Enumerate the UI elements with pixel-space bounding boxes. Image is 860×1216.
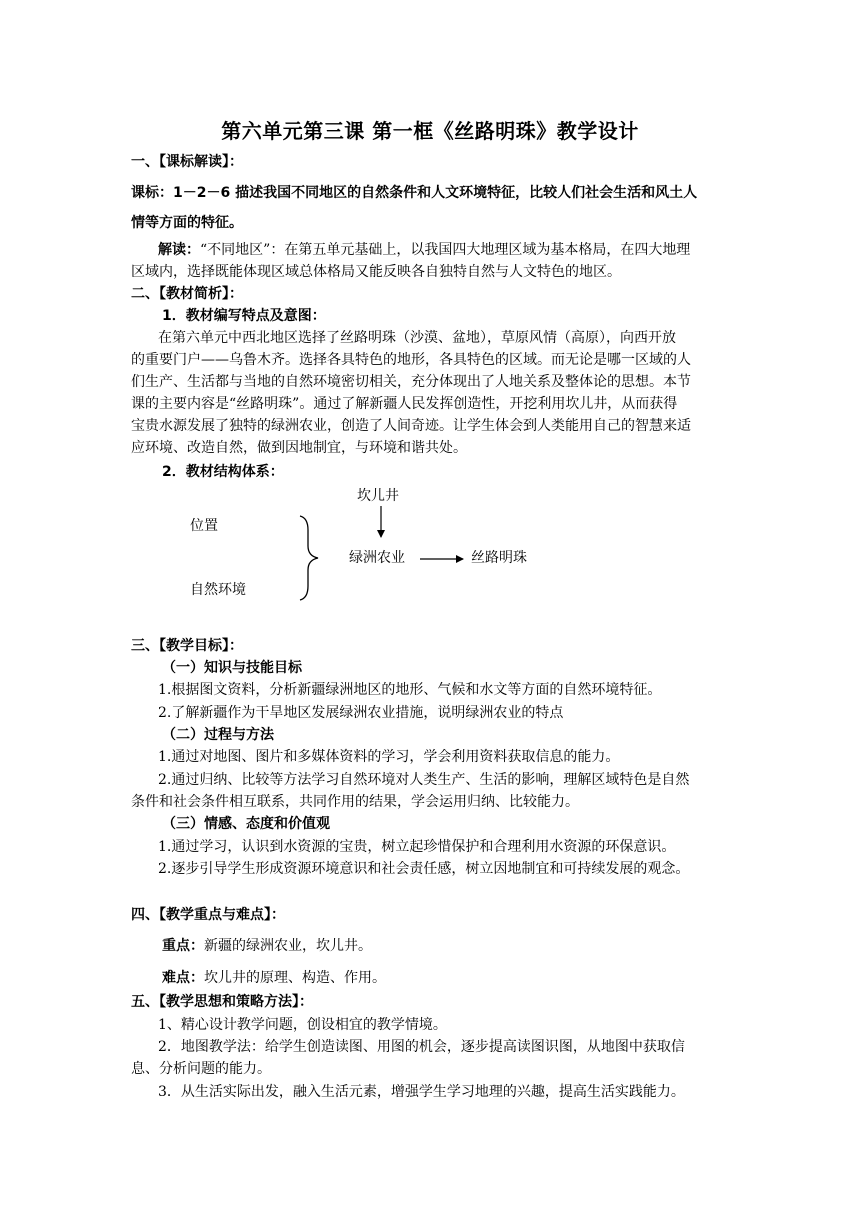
goal-3-title: （三）情感、态度和价值观: [162, 816, 330, 832]
paragraph-line: 宝贵水源发展了独特的绿洲农业，创造了人间奇迹。让学生体会到人类能用自己的智慧来适: [131, 418, 691, 434]
interpretation-label: 解读：: [158, 242, 200, 258]
goal-item: 2.了解新疆作为干旱地区发展绿洲农业措施，说明绿洲农业的特点: [158, 705, 564, 721]
brace-icon: [300, 516, 318, 600]
diagram-node-location: 位置: [190, 518, 218, 534]
section-4-heading: 四、【教学重点与难点】：: [131, 907, 285, 923]
paragraph-line: 的重要门户——乌鲁木齐。选择各具特色的地形，各具特色的区域。而无论是哪一区域的人: [131, 352, 691, 368]
diagram-node-environment: 自然环境: [190, 582, 246, 598]
strategy-item: 3．从生活实际出发，融入生活元素，增强学生学习地理的兴趣，提高生活实践能力。: [158, 1084, 685, 1100]
goal-item: 2.通过归纳、比较等方法学习自然环境对人类生产、生活的影响，理解区域特色是自然: [158, 772, 690, 788]
subsection-2-title: 2．教材结构体系：: [162, 464, 284, 480]
section-3-heading: 三、【教学目标】：: [131, 638, 243, 654]
diagram-node-silk-road-pearl: 丝路明珠: [471, 550, 527, 566]
interpretation-line-1: [158, 240, 690, 260]
goal-item: 2.逐步引导学生形成资源环境意识和社会责任感，树立因地制宜和可持续发展的观念。: [158, 861, 690, 877]
paragraph-line: 应环境、改造自然，做到因地制宜，与环境和谐共处。: [131, 440, 467, 456]
document-title: 第六单元第三课 第一框《丝路明珠》教学设计: [221, 119, 639, 143]
goal-2-title: （二）过程与方法: [162, 727, 274, 743]
interpretation-line-2: 区域内，选择既能体现区域总体格局又能反映各自独特自然与人文特色的地区。: [131, 264, 621, 280]
strategy-item: 1、精心设计教学问题，创设相宜的教学情境。: [158, 1017, 447, 1033]
key-point-text: 新疆的绿洲农业，坎儿井。: [204, 938, 372, 954]
goal-item: 1.通过学习，认识到水资源的宝贵，树立起珍惜保护和合理利用水资源的环保意识。: [158, 839, 676, 855]
key-point-label: 重点：: [162, 938, 204, 954]
strategy-item: 2．地图教学法：给学生创造读图、用图的机会，逐步提高读图识图，从地图中获取信: [158, 1039, 685, 1055]
goal-item: 1.通过对地图、图片和多媒体资料的学习，学会利用资料获取信息的能力。: [158, 749, 620, 765]
diagram-node-karez: 坎儿井: [357, 488, 399, 504]
strategy-item-continued: 息、分析问题的能力。: [131, 1061, 271, 1077]
paragraph-line: 们生产、生活都与当地的自然环境密切相关，充分体现出了人地关系及整体论的思想。本节: [131, 374, 691, 390]
section-1-heading: 一、【课标解读】：: [131, 154, 243, 170]
goal-1-title: （一）知识与技能目标: [162, 660, 302, 676]
standard-line-2: 情等方面的特征。: [131, 215, 243, 231]
difficult-point-label: 难点：: [162, 970, 204, 986]
diagram-node-oasis-agriculture: 绿洲农业: [349, 550, 405, 566]
paragraph-line: 课的主要内容是“丝路明珠”。通过了解新疆人民发挥创造性，开挖利用坎儿井，从而获得: [131, 396, 678, 412]
goal-item-continued: 条件和社会条件相互联系，共同作用的结果，学会运用归纳、比较能力。: [131, 794, 579, 810]
difficult-point: [162, 968, 386, 988]
standard-line-1: 课标：1－2－6 描述我国不同地区的自然条件和人文环境特征，比较人们社会生活和风土人: [131, 185, 698, 201]
interpretation-text: “不同地区”：在第五单元基础上，以我国四大地理区域为基本格局，在四大地理: [200, 242, 691, 258]
difficult-point-text: 坎儿井的原理、构造、作用。: [204, 970, 386, 986]
section-2-heading: 二、【教材简析】：: [131, 286, 243, 302]
subsection-1-title: 1．教材编写特点及意图：: [162, 308, 326, 324]
key-point: [162, 936, 372, 956]
section-5-heading: 五、【教学思想和策略方法】：: [131, 994, 313, 1010]
goal-item: 1.根据图文资料，分析新疆绿洲地区的地形、气候和水文等方面的自然环境特征。: [158, 682, 662, 698]
paragraph-line: 在第六单元中西北地区选择了丝路明珠（沙漠、盆地），草原风情（高原），向西开放: [158, 330, 676, 346]
